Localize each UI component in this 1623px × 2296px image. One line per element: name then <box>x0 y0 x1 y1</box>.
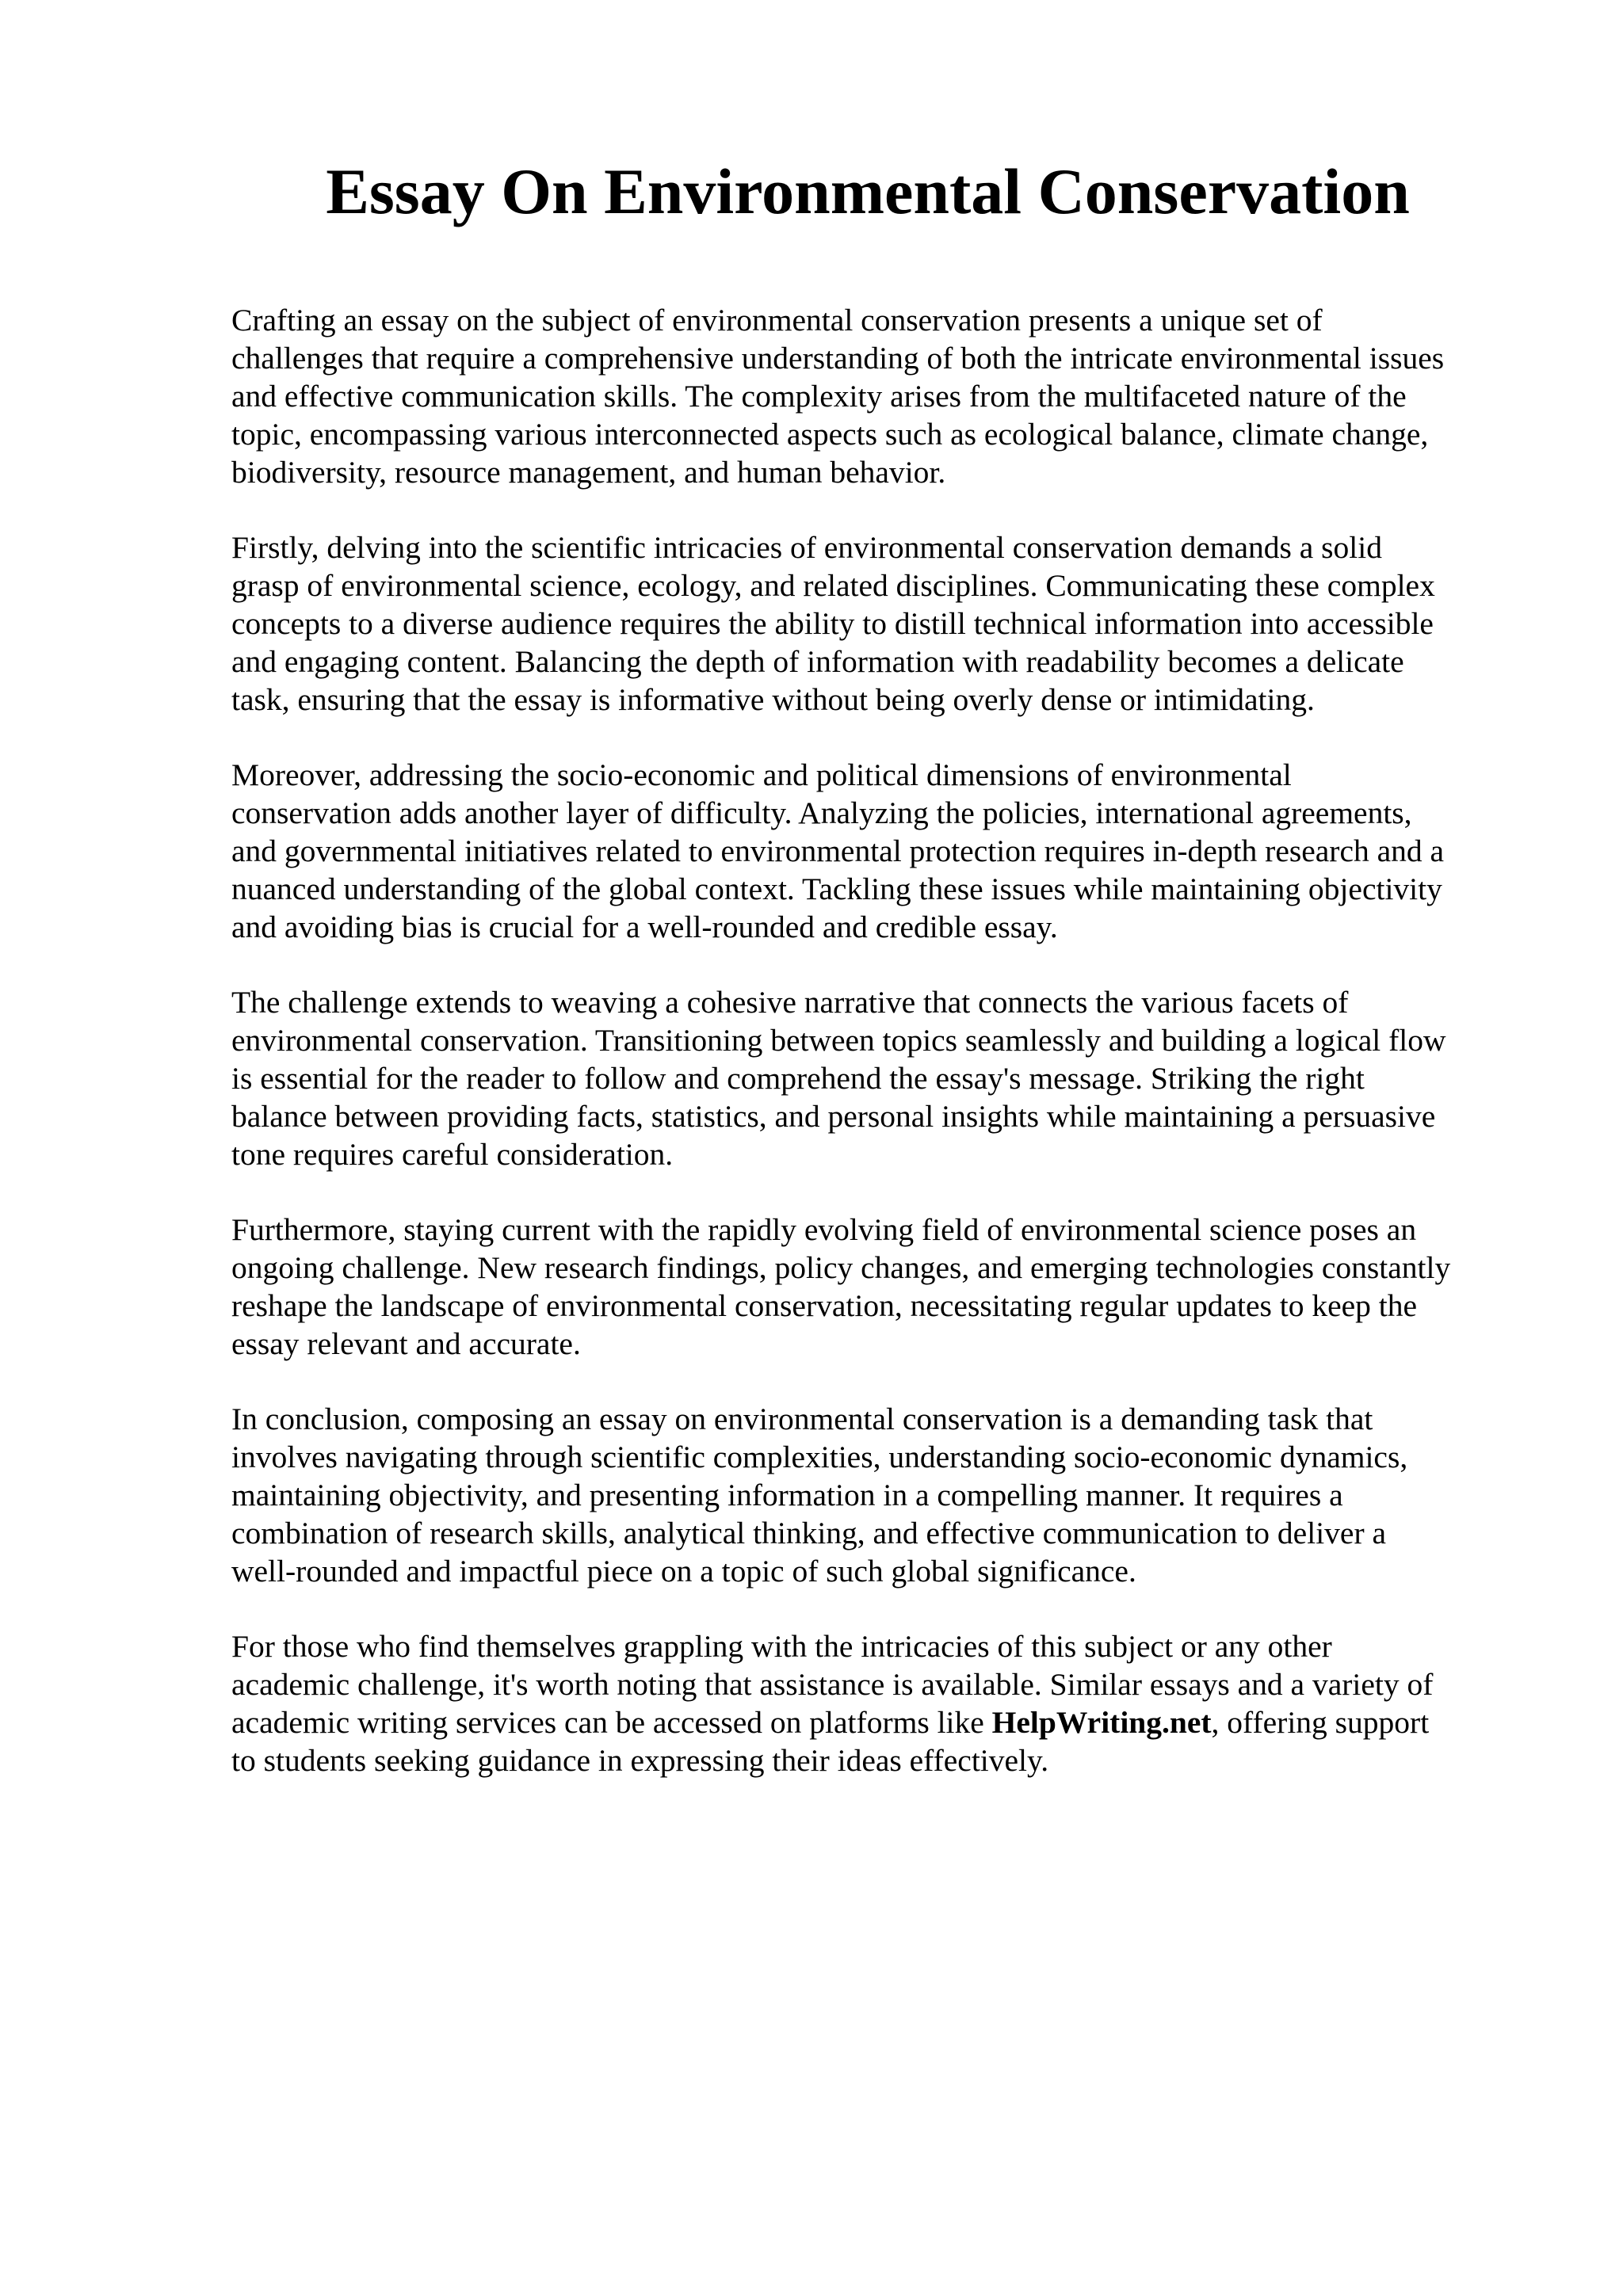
text-line: grasp of environmental science, ecology, and related disciplines. Communicating these complex <box>231 568 1435 603</box>
text-line: biodiversity, resource management, and human behavior. <box>231 455 946 490</box>
page-title: Essay On Environmental Conservation <box>326 155 1410 227</box>
text-line: ongoing challenge. New research findings, policy changes, and emerging technologies constantly <box>231 1250 1451 1285</box>
text-line: and effective communication skills. The complexity arises from the multifaceted nature of the <box>231 379 1407 414</box>
text-after-brand: , offering support <box>1211 1705 1430 1740</box>
text-line: essay relevant and accurate. <box>231 1326 581 1361</box>
text-line: Furthermore, staying current with the rapidly evolving field of environmental science poses an <box>231 1212 1417 1247</box>
text-line: Crafting an essay on the subject of environmental conservation presents a unique set of <box>231 303 1323 338</box>
text-line: well-rounded and impactful piece on a topic of such global significance. <box>231 1554 1136 1589</box>
text-line: tone requires careful consideration. <box>231 1137 674 1172</box>
text-line: environmental conservation. Transitioning between topics seamlessly and building a logical flow <box>231 1023 1446 1058</box>
text-line: The challenge extends to weaving a cohesive narrative that connects the various facets of <box>231 985 1349 1020</box>
text-line: challenges that require a comprehensive understanding of both the intricate environmental issues <box>231 341 1445 376</box>
text-line: maintaining objectivity, and presenting information in a compelling manner. It requires a <box>231 1478 1343 1512</box>
text-line: Firstly, delving into the scientific intricacies of environmental conservation demands a solid <box>231 530 1382 565</box>
text-line: concepts to a diverse audience requires the ability to distill technical information into accessible <box>231 606 1434 641</box>
brand-name: HelpWriting.net <box>991 1705 1212 1740</box>
text-line-with-brand <box>231 1703 1515 1741</box>
text-line: is essential for the reader to follow and comprehend the essay's message. Striking the right <box>231 1061 1365 1096</box>
text-line: task, ensuring that the essay is informative without being overly dense or intimidating. <box>231 682 1315 717</box>
text-line: and governmental initiatives related to environmental protection requires in-depth research and a <box>231 833 1445 868</box>
text-line: balance between providing facts, statistics, and personal insights while maintaining a persuasive <box>231 1099 1436 1134</box>
text-line: topic, encompassing various interconnected aspects such as ecological balance, climate change, <box>231 417 1429 452</box>
text-line: and engaging content. Balancing the depth of information with readability becomes a delicate <box>231 644 1404 679</box>
text-line: Moreover, addressing the socio-economic and political dimensions of environmental <box>231 757 1292 792</box>
text-line: to students seeking guidance in expressing their ideas effectively. <box>231 1743 1049 1778</box>
paragraph-intro <box>231 301 1515 491</box>
paragraph-conclusion <box>231 1400 1515 1590</box>
text-line: combination of research skills, analytical thinking, and effective communication to deliver a <box>231 1516 1387 1550</box>
text-line: conservation adds another layer of difficulty. Analyzing the policies, international agreements, <box>231 795 1412 830</box>
text-line: nuanced understanding of the global context. Tackling these issues while maintaining objectivity <box>231 871 1442 906</box>
essay-body <box>231 301 1515 1817</box>
text-before-brand: academic writing services can be accessed on platforms like <box>231 1705 992 1740</box>
paragraph-current <box>231 1211 1515 1363</box>
paragraph-assistance <box>231 1627 1515 1779</box>
paragraph-scientific <box>231 528 1515 719</box>
text-line: and avoiding bias is crucial for a well-rounded and credible essay. <box>231 910 1058 944</box>
text-line: academic challenge, it's worth noting that assistance is available. Similar essays and a variety of <box>231 1667 1434 1702</box>
paragraph-socio-economic <box>231 756 1515 946</box>
text-line: For those who find themselves grappling with the intricacies of this subject or any other <box>231 1629 1332 1664</box>
text-line: involves navigating through scientific complexities, understanding socio-economic dynamics, <box>231 1440 1408 1474</box>
text-line: reshape the landscape of environmental conservation, necessitating regular updates to keep the <box>231 1288 1418 1323</box>
text-line: In conclusion, composing an essay on environmental conservation is a demanding task that <box>231 1402 1373 1436</box>
paragraph-narrative <box>231 983 1515 1173</box>
